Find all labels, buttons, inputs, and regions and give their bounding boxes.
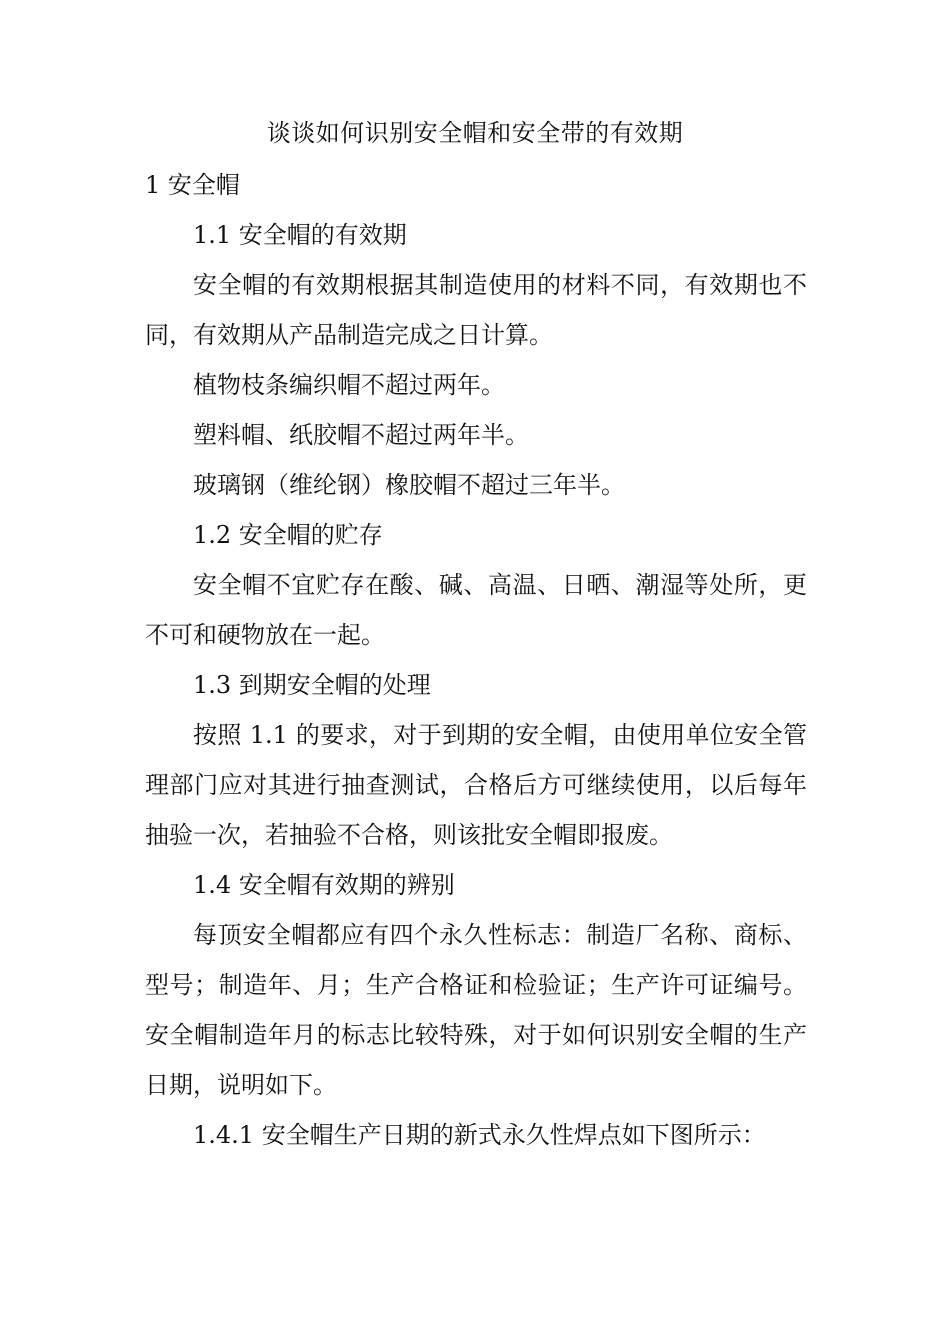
subsection-heading-1-3: 1.3 到期安全帽的处理 xyxy=(193,671,431,699)
subsection-heading-1-2: 1.2 安全帽的贮存 xyxy=(193,521,383,549)
paragraph-expired-handling: 按照 1.1 的要求，对于到期的安全帽，由使用单位安全管理部门应对其进行抽查测试，合格后方可继续使用，以后每年抽验一次，若抽验不合格，则该批安全帽即报废。 xyxy=(145,721,807,849)
document-title: 谈谈如何识别安全帽和安全带的有效期 xyxy=(266,119,684,147)
paragraph-validity-intro: 安全帽的有效期根据其制造使用的材料不同，有效期也不同，有效期从产品制造完成之日计算。 xyxy=(145,271,807,349)
subsection-heading-1-4: 1.4 安全帽有效期的辨别 xyxy=(193,871,455,899)
paragraph-fiberglass-helmet: 玻璃钢（维纶钢）橡胶帽不超过三年半。 xyxy=(193,471,625,499)
paragraph-permanent-marks: 每顶安全帽都应有四个永久性标志：制造厂名称、商标、型号；制造年、月；生产合格证和检验证；生产许可证编号。安全帽制造年月的标志比较特殊，对于如何识别安全帽的生产日期，说明如下。 xyxy=(145,921,807,1099)
subsection-heading-1-1: 1.1 安全帽的有效期 xyxy=(193,221,407,249)
paragraph-woven-helmet: 植物枝条编织帽不超过两年。 xyxy=(193,371,505,399)
document-body xyxy=(145,160,807,1160)
paragraph-plastic-helmet: 塑料帽、纸胶帽不超过两年半。 xyxy=(193,421,529,449)
paragraph-storage: 安全帽不宜贮存在酸、碱、高温、日晒、潮湿等处所，更不可和硬物放在一起。 xyxy=(145,571,807,649)
section-heading-1: 1 安全帽 xyxy=(145,171,240,199)
subsection-heading-1-4-1: 1.4.1 安全帽生产日期的新式永久性焊点如下图所示： xyxy=(193,1121,766,1149)
